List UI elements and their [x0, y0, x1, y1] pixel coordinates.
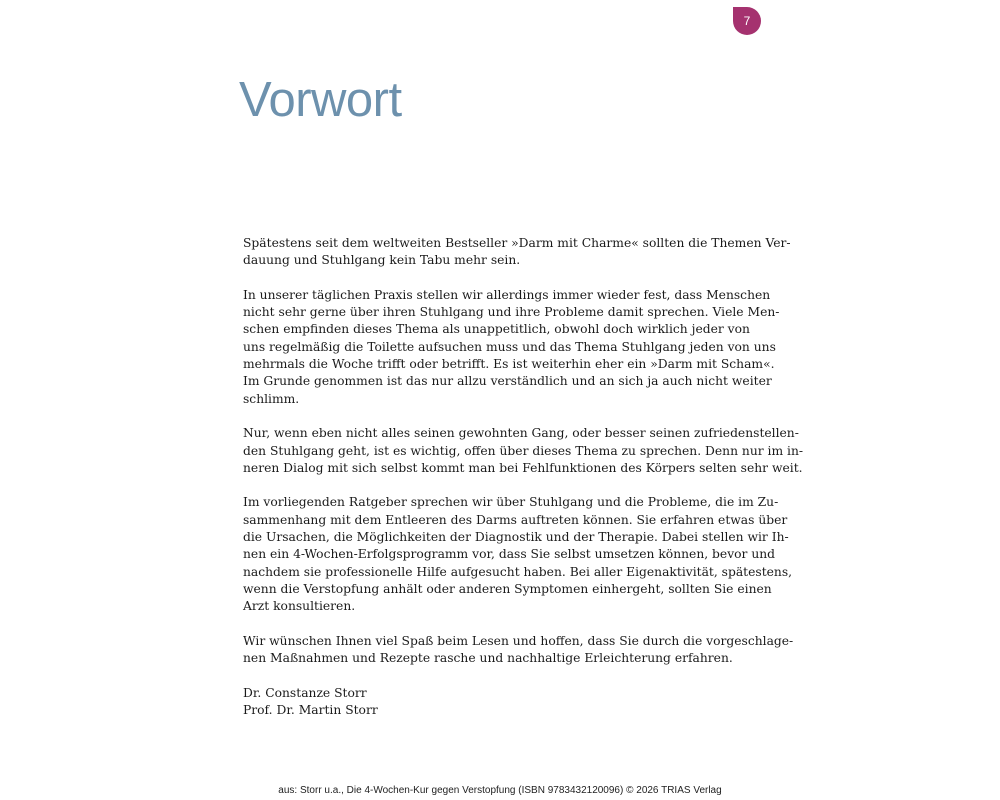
paragraph-5: [243, 633, 794, 668]
text-line: sammenhang mit dem Entleeren des Darms auftreten können. Sie erfahren etwas über: [243, 512, 788, 527]
page-title: Vorwort: [239, 73, 402, 127]
text-line: Spätestens seit dem weltweiten Bestseller »Darm mit Charme« sollten die Themen Ver-: [243, 236, 791, 250]
author-name: Prof. Dr. Martin Storr: [243, 703, 378, 718]
page-number-badge: [733, 7, 761, 35]
text-line: schen empfinden dieses Thema als unappetitlich, obwohl doch wirklich jeder von: [243, 322, 750, 337]
copyright-footer: aus: Storr u.a., Die 4-Wochen-Kur gegen Verstopfung (ISBN 9783432120096) © 2026 TRIAS Verlag: [278, 785, 722, 796]
author-name: Dr. Constanze Storr: [243, 685, 367, 700]
paragraph-4: [243, 494, 793, 615]
text-line: Wir wünschen Ihnen viel Spaß beim Lesen und hoffen, dass Sie durch die vorgeschlage-: [243, 633, 794, 648]
text-line: die Ursachen, die Möglichkeiten der Diagnostik und der Therapie. Dabei stellen wir Ih-: [243, 530, 789, 545]
text-line: uns regelmäßig die Toilette aufsuchen muss und das Thema Stuhlgang jeden von uns: [243, 339, 776, 354]
text-line: mehrmals die Woche trifft oder betrifft. Es ist weiterhin eher ein »Darm mit Scham«.: [243, 357, 775, 372]
paragraph-2: [243, 287, 780, 408]
page-number: 7: [743, 14, 751, 28]
text-line: Nur, wenn eben nicht alles seinen gewohnten Gang, oder besser seinen zufriedenstellen-: [243, 426, 799, 441]
text-line: schlimm.: [243, 391, 300, 406]
paragraph-1: [243, 235, 791, 270]
text-line: dauung und Stuhlgang kein Tabu mehr sein.: [243, 253, 521, 268]
text-line: den Stuhlgang geht, ist es wichtig, offen über dieses Thema zu sprechen. Denn nur im in-: [243, 443, 804, 458]
text-line: Im vorliegenden Ratgeber sprechen wir über Stuhlgang und die Probleme, die im Zu-: [243, 495, 779, 510]
text-line: Arzt konsultieren.: [243, 599, 356, 614]
text-line: Im Grunde genommen ist das nur allzu verständlich und an sich ja auch nicht weiter: [243, 374, 772, 389]
paragraph-3: [243, 425, 804, 477]
text-line: In unserer täglichen Praxis stellen wir allerdings immer wieder fest, dass Menschen: [243, 287, 771, 302]
text-line: wenn die Verstopfung anhält oder anderen Symptomen einhergeht, sollten Sie einen: [243, 581, 772, 596]
text-line: nen ein 4-Wochen-Erfolgsprogramm vor, dass Sie selbst umsetzen können, bevor und: [243, 547, 776, 562]
preface-body: [243, 235, 804, 719]
text-line: nen Maßnahmen und Rezepte rasche und nachhaltige Erleichterung erfahren.: [243, 651, 733, 666]
author-signatures: [243, 685, 733, 720]
text-line: nachdem sie professionelle Hilfe aufgesucht haben. Bei aller Eigenaktivität, spätestens,: [243, 564, 793, 579]
text-line: neren Dialog mit sich selbst kommt man bei Fehlfunktionen des Körpers selten sehr weit.: [243, 460, 803, 475]
text-line: nicht sehr gerne über ihren Stuhlgang und ihre Probleme damit sprechen. Viele Men-: [243, 305, 780, 320]
